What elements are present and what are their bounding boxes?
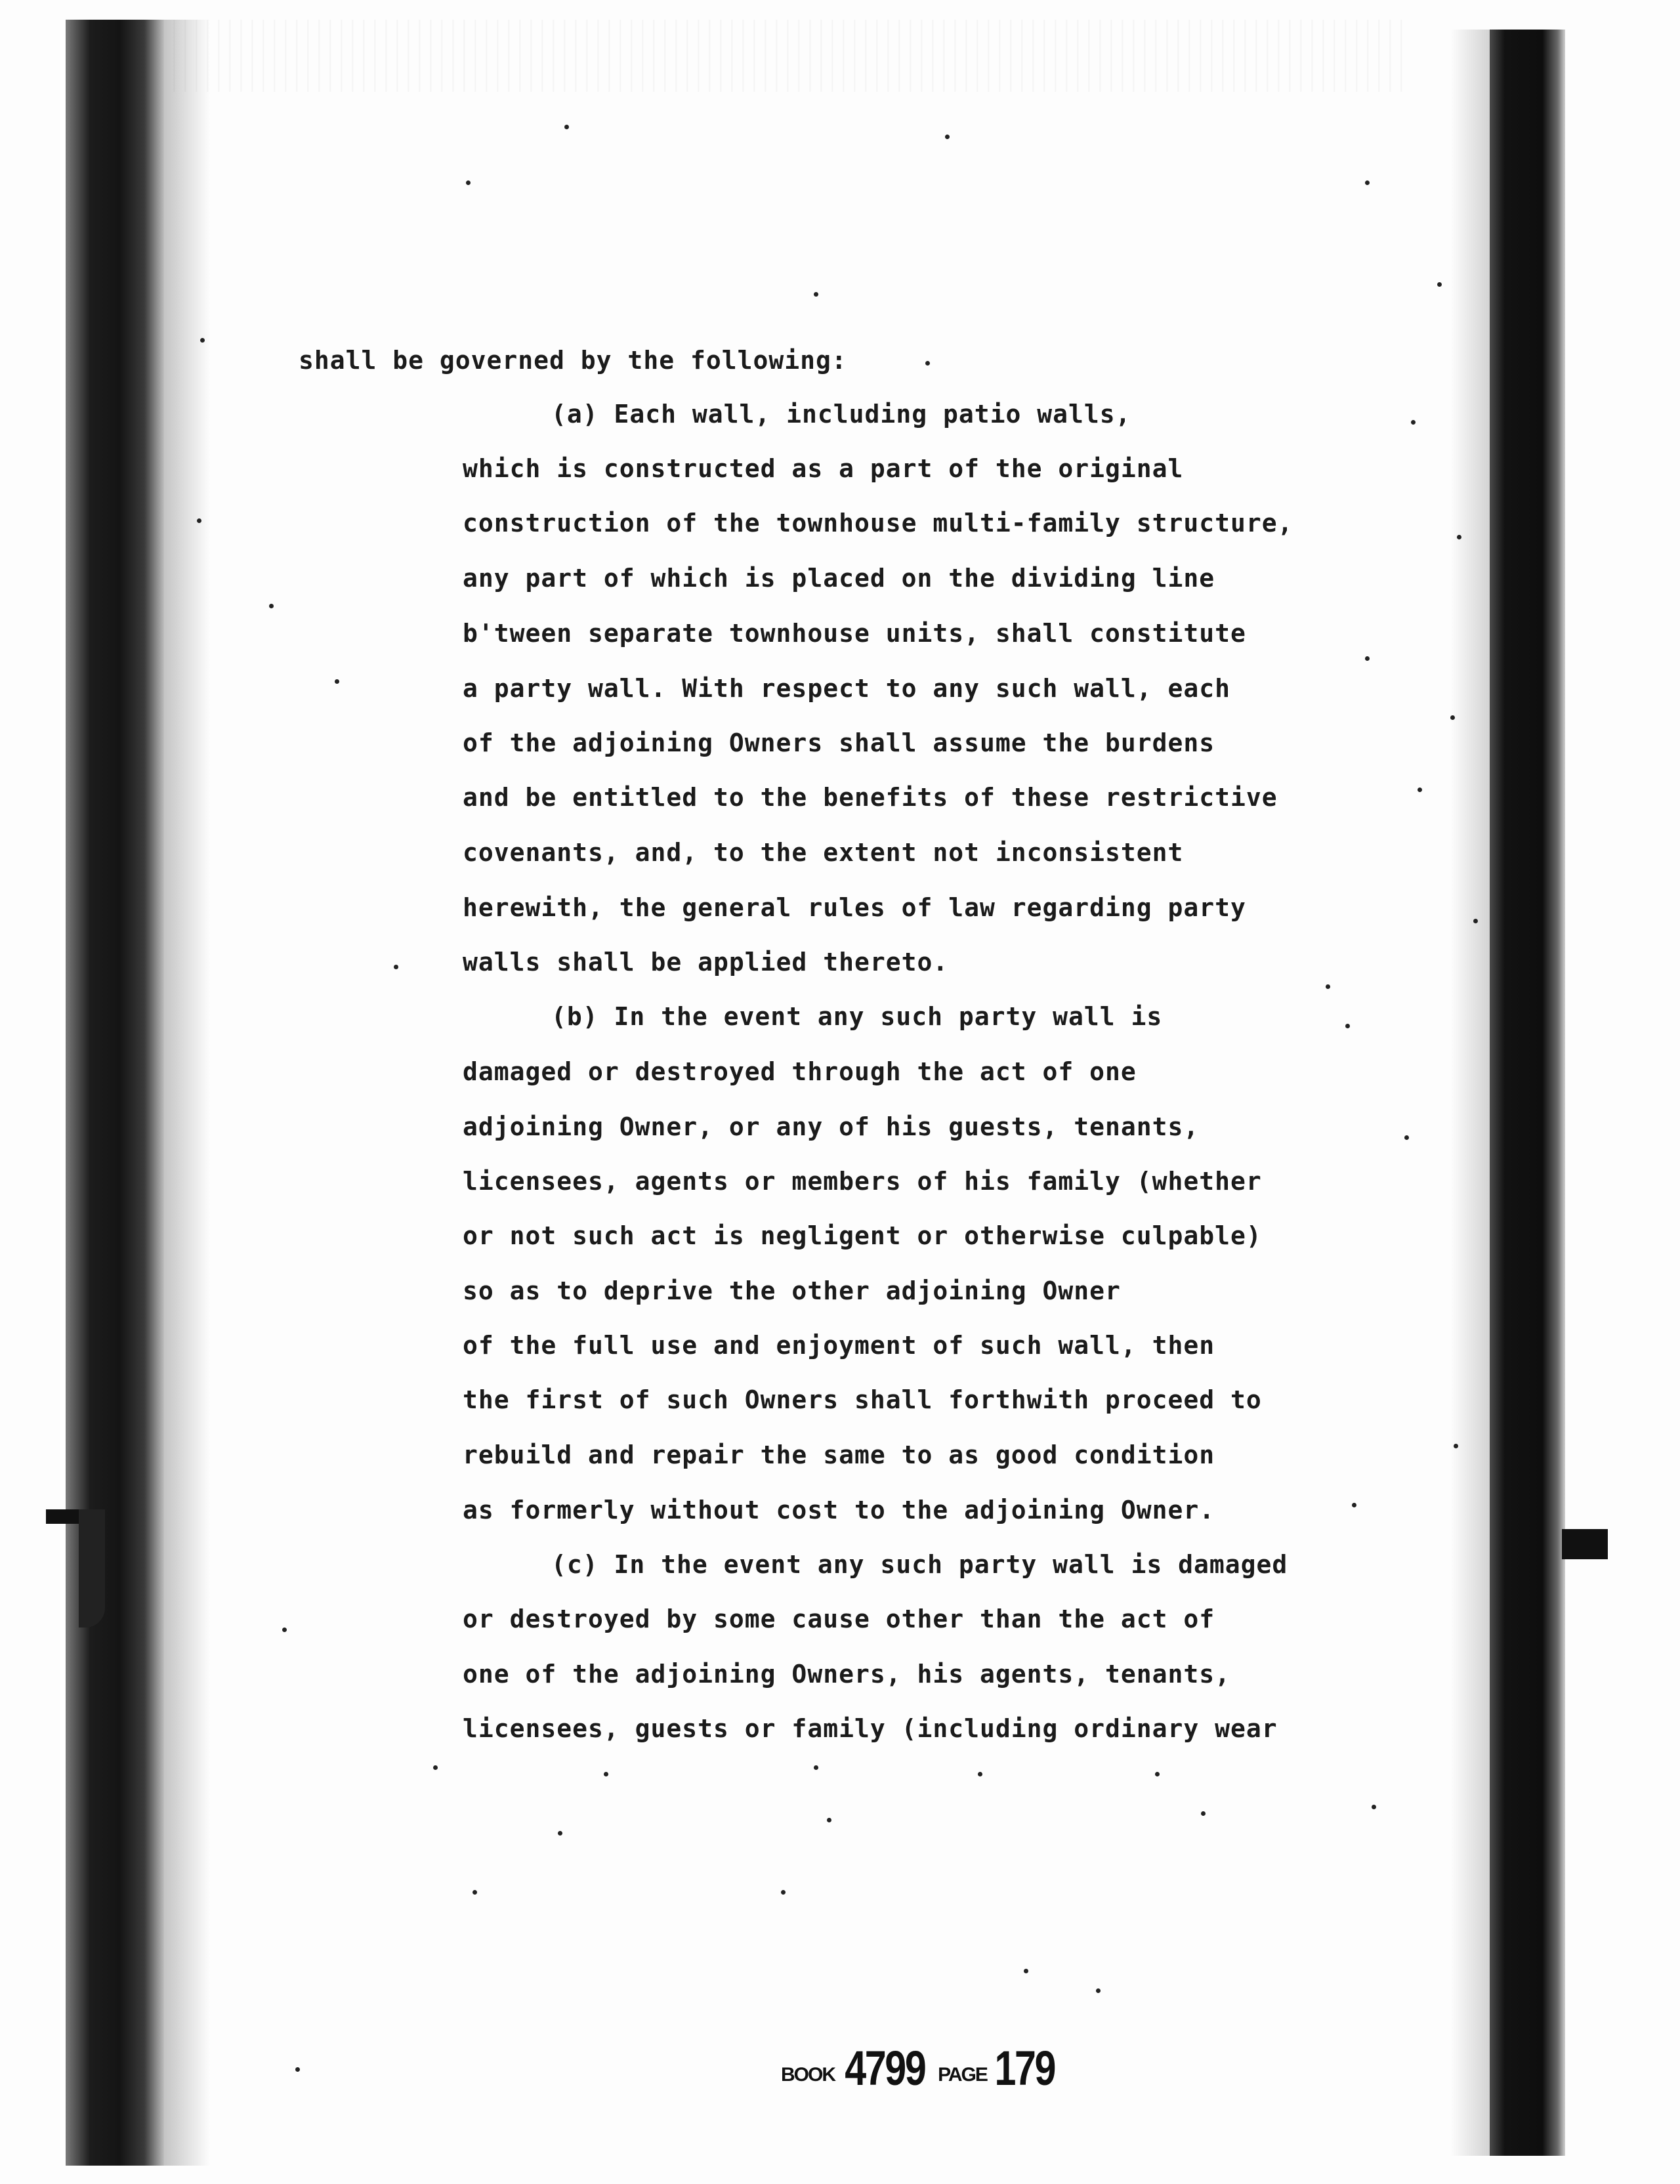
speckle [433,1765,438,1770]
speckle [282,1628,287,1632]
clause-c-heading-line: (c) In the event any such party wall is damaged [551,1550,1288,1579]
body-line-22: as formerly without cost to the adjoining Owner. [463,1496,1215,1524]
body-line-25: one of the adjoining Owners, his agents, tenants, [463,1660,1231,1689]
book-number: 4799 [845,2041,925,2095]
body-line-18: so as to deprive the other adjoining Owner [463,1276,1121,1305]
speckle [1473,919,1478,923]
speckle [1404,1135,1409,1140]
book-page-stamp [781,2041,1062,2095]
left-scan-margin [66,20,164,2166]
body-line-24: or destroyed by some cause other than the act of [463,1605,1215,1633]
body-line-3: which is constructed as a part of the original [463,454,1184,483]
binding-clip-left-curve [79,1509,105,1628]
body-line-5: any part of which is placed on the dividing line [463,564,1215,593]
body-line-21: rebuild and repair the same to as good condition [463,1440,1215,1469]
speckle [1454,1444,1458,1448]
body-line-14: damaged or destroyed through the act of one [463,1057,1137,1086]
body-line-8: of the adjoining Owners shall assume the burdens [463,728,1215,757]
speckle [1365,180,1370,185]
speckle [335,679,339,684]
body-line-7: a party wall. With respect to any such wall, each [463,674,1231,703]
body-line-19: of the full use and enjoyment of such wall, then [463,1331,1215,1360]
speckle [945,135,950,139]
right-scan-margin [1490,30,1565,2156]
speckle [1352,1503,1356,1507]
speckle [604,1772,608,1776]
speckle [558,1831,562,1836]
body-line-15: adjoining Owner, or any of his guests, tenants, [463,1112,1200,1141]
speckle [197,518,201,523]
body-line-20: the first of such Owners shall forthwith proceed to [463,1385,1262,1414]
speckle [1345,1024,1350,1028]
clause-a-heading-line: (a) Each wall, including patio walls, [551,400,1131,429]
speckle [1155,1772,1160,1776]
body-line-1: shall be governed by the following: [299,346,847,375]
speckle [1372,1805,1376,1809]
page-number: 179 [994,2041,1055,2095]
body-line-26: licensees, guests or family (including ordinary wear [463,1714,1278,1743]
body-line-12: walls shall be applied thereto. [463,948,949,976]
speckle [1365,656,1370,661]
body-line-9: and be entitled to the benefits of these restrictive [463,783,1278,812]
speckle [978,1772,982,1776]
page-label: PAGE [938,2064,987,2086]
speckle [1096,1988,1101,1993]
speckle [814,292,818,297]
speckle [1418,788,1422,792]
body-line-10: covenants, and, to the extent not inconsistent [463,838,1184,867]
speckle [814,1765,818,1770]
body-line-6: b'tween separate townhouse units, shall constitute [463,619,1246,648]
speckle [925,361,930,366]
binding-clip-right [1562,1529,1608,1559]
speckle [781,1890,786,1895]
right-scan-fade [1450,30,1490,2156]
speckle [1457,535,1461,539]
speckle [1450,715,1455,720]
speckle [1437,282,1442,287]
book-label: BOOK [781,2064,835,2086]
speckle [466,180,471,185]
body-line-16: licensees, agents or members of his family (whether [463,1167,1262,1196]
speckle [472,1890,477,1895]
speckle [564,125,569,129]
speckle [394,965,398,969]
speckle [200,338,205,343]
speckle [827,1818,831,1822]
body-line-4: construction of the townhouse multi-family structure, [463,509,1293,537]
speckle [1326,984,1330,989]
speckle [269,604,274,608]
speckle [1024,1969,1028,1973]
top-scan-noise [164,20,1411,92]
speckle [295,2067,300,2072]
body-line-17: or not such act is negligent or otherwise culpable) [463,1221,1262,1250]
clause-b-heading-line: (b) In the event any such party wall is [551,1002,1163,1031]
body-line-11: herewith, the general rules of law regarding party [463,893,1246,922]
speckle [1201,1811,1206,1816]
speckle [1411,420,1416,425]
